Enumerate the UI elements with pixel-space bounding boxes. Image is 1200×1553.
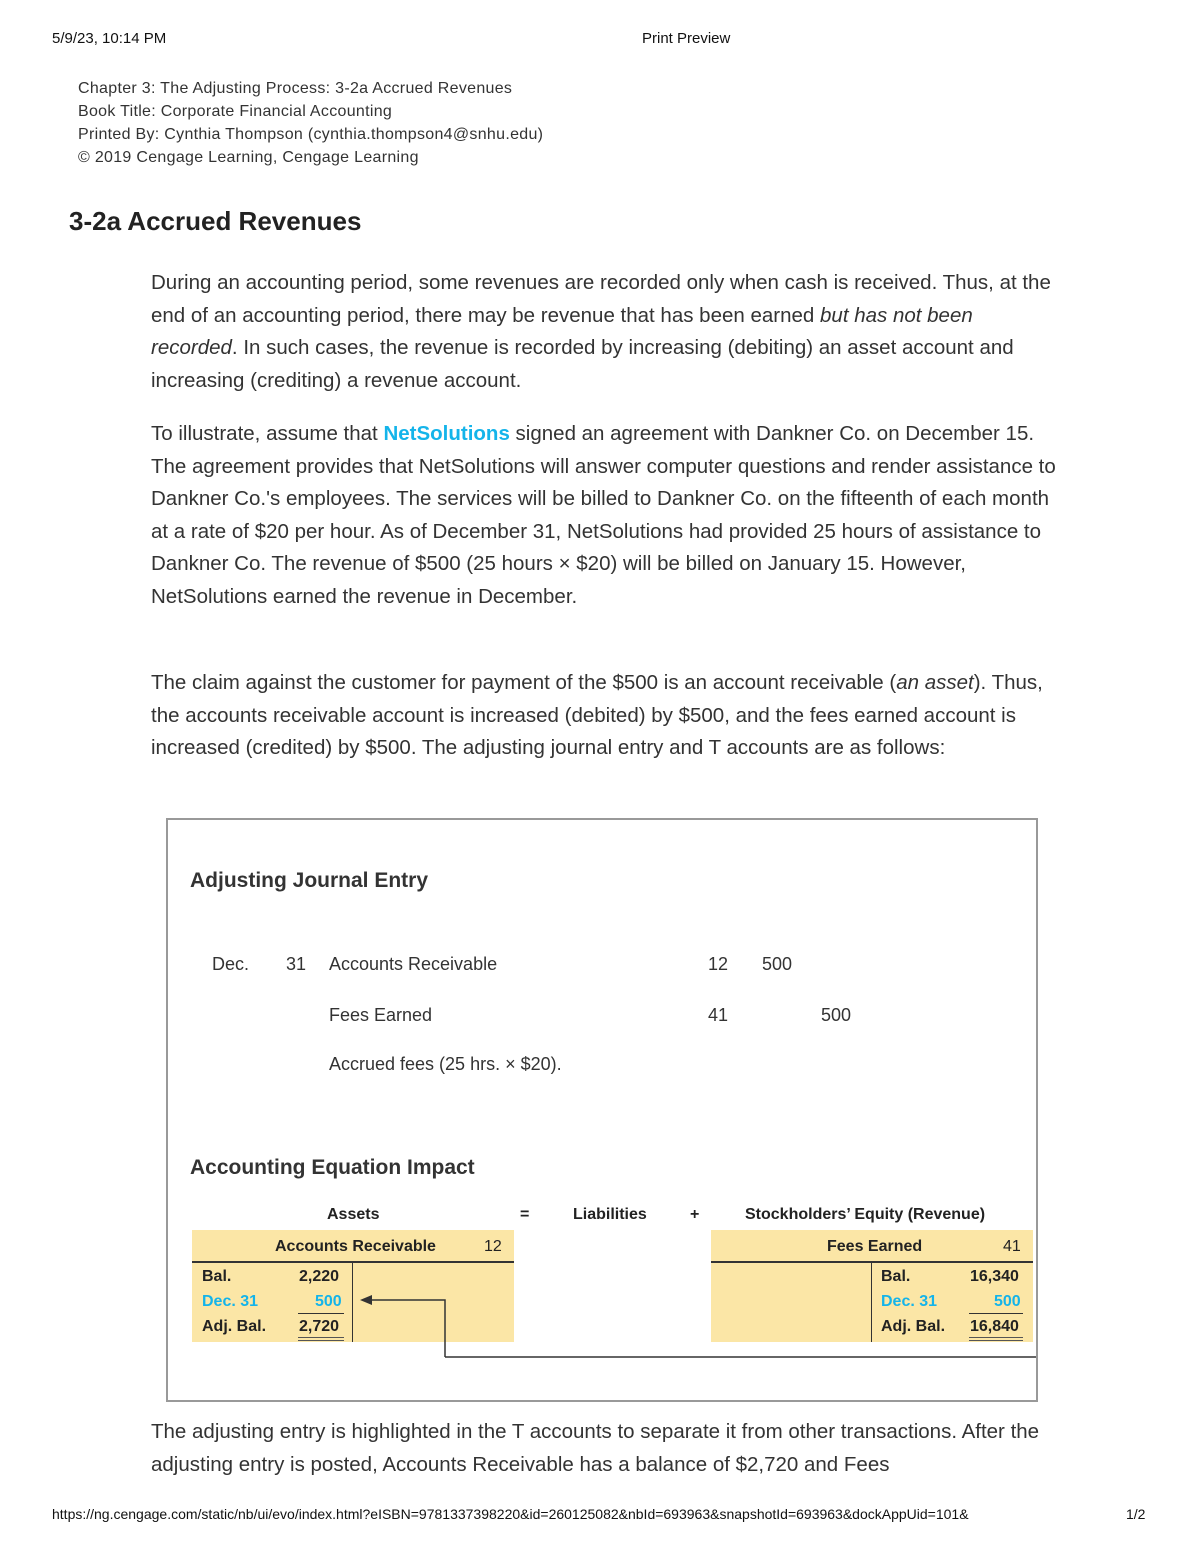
ar-name: Accounts Receivable xyxy=(275,1238,436,1255)
journal-credit-amount: 500 xyxy=(821,1005,852,1025)
p3-emphasis: an asset xyxy=(896,671,974,694)
posting-arrows xyxy=(168,820,1036,1400)
ar-row-label: Bal. xyxy=(202,1268,232,1285)
equation-plus: + xyxy=(690,1206,700,1223)
journal-credit-account: Fees Earned xyxy=(329,1005,433,1025)
print-preview-title: Print Preview xyxy=(642,30,731,47)
section-title: 3-2a Accrued Revenues xyxy=(69,206,362,236)
printed-by-line: Printed By: Cynthia Thompson (cynthia.thompson4@snhu.edu) xyxy=(78,126,544,143)
fe-row-value: 16,840 xyxy=(970,1318,1019,1335)
equation-heading: Accounting Equation Impact xyxy=(190,1156,475,1179)
journal-debit-amount: 500 xyxy=(762,954,793,974)
journal-debit-account: Accounts Receivable xyxy=(329,954,498,974)
ar-row-label: Adj. Bal. xyxy=(202,1318,267,1335)
book-title-line: Book Title: Corporate Financial Accounting xyxy=(78,103,393,120)
ar-row-value: 2,220 xyxy=(299,1268,340,1285)
footer-page-number: 1/2 xyxy=(1126,1506,1146,1522)
p3-text-a: The claim against the customer for payment of the $500 is an account receivable ( xyxy=(151,671,897,694)
fe-row-label: Adj. Bal. xyxy=(881,1318,946,1335)
paragraph-1 xyxy=(151,267,1056,397)
arrow-to-ar xyxy=(368,1300,445,1357)
equation-equity: Stockholders’ Equity (Revenue) xyxy=(745,1206,986,1223)
adjusting-entry-figure xyxy=(166,818,1038,1402)
fe-row-value: 16,340 xyxy=(970,1268,1019,1285)
equation-assets: Assets xyxy=(327,1206,380,1223)
paragraph-2 xyxy=(151,418,1056,613)
copyright-line: © 2019 Cengage Learning, Cengage Learning xyxy=(78,149,419,166)
p2-text-b: signed an agreement with Dankner Co. on December 15. The agreement provides that NetSolutions will answer computer questions and render assistance to Dankner Co.'s employees. The services will be billed to Dankner Co. on the fifteenth of each month at a rate of $20 per hour. As of December 31, NetSolutions had provided 25 hours of assistance to Dankner Co. The revenue of $500 (25 hours × $20) will be billed on January 15. However, NetSolutions earned the revenue in December. xyxy=(151,422,1056,608)
netsolutions-link[interactable]: NetSolutions xyxy=(383,422,510,445)
journal-day: 31 xyxy=(286,954,307,974)
p2-text-a: To illustrate, assume that xyxy=(151,422,384,445)
ar-row-label: Dec. 31 xyxy=(202,1293,259,1310)
arrow-head-ar xyxy=(360,1295,372,1305)
journal-heading: Adjusting Journal Entry xyxy=(190,869,429,892)
equation-liabilities: Liabilities xyxy=(573,1206,647,1223)
paragraph-3 xyxy=(151,667,1056,765)
fe-number: 41 xyxy=(1003,1238,1021,1255)
print-datetime: 5/9/23, 10:14 PM xyxy=(52,30,167,47)
fe-row-value: 500 xyxy=(994,1293,1021,1310)
p1-emphasis: but has not been recorded xyxy=(151,303,973,359)
fe-row-label: Dec. 31 xyxy=(881,1293,938,1310)
journal-explanation: Accrued fees (25 hrs. × $20). xyxy=(329,1054,562,1074)
journal-credit-ref: 41 xyxy=(708,1005,729,1025)
fe-row-label: Bal. xyxy=(881,1268,911,1285)
ar-number: 12 xyxy=(484,1238,502,1255)
journal-debit-ref: 12 xyxy=(708,954,729,974)
p1-text-b: . In such cases, the revenue is recorded by increasing (debiting) an asset account and increasing (crediting) a revenue account. xyxy=(151,336,1014,392)
ar-row-value: 500 xyxy=(315,1293,342,1310)
p3-text-b: ). Thus, the accounts receivable account is increased (debited) by $500, and the fees earned account is increased (credited) by $500. The adjusting journal entry and T accounts are as follows: xyxy=(151,671,1043,759)
p1-text-a: During an accounting period, some revenues are recorded only when cash is received. Thus, at the end of an accounting period, there may be revenue that has been earned xyxy=(151,271,1051,327)
ar-row-value: 2,720 xyxy=(299,1318,340,1335)
journal-month: Dec. xyxy=(212,954,250,974)
footer-url: https://ng.cengage.com/static/nb/ui/evo/index.html?eISBN=9781337398220&id=260125082&nbId=693963&snapshotId=693963&dockAppUid=101& xyxy=(52,1506,969,1522)
paragraph-4: The adjusting entry is highlighted in the T accounts to separate it from other transactions. After the adjusting entry is posted, Accounts Receivable has a balance of $2,720 and Fees xyxy=(151,1420,1040,1476)
meta-block xyxy=(78,77,543,169)
chapter-line: Chapter 3: The Adjusting Process: 3-2a Accrued Revenues xyxy=(78,80,513,97)
fe-name: Fees Earned xyxy=(827,1238,923,1255)
equation-equals: = xyxy=(520,1206,530,1223)
